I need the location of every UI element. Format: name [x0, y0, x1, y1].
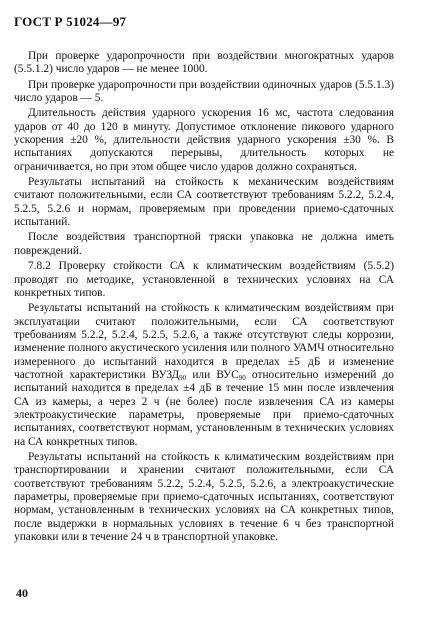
paragraph-transport-shaking: После воздействия транспортной тряски упаковка не должна иметь повреждений.	[14, 231, 394, 257]
paragraph-single-impacts: При проверке ударопрочности при воздействии одиночных ударов (5.5.1.3) число ударов — 5.	[14, 78, 394, 105]
paragraph-climatic-transport-results: Результаты испытаний на стойкость к климатическим воздействиям при транспортировании и хранении считают положительными, если СА соответствуют требованиям 5.2.2, 5.2.4, 5.2.5, 5.2.6, а электроакустические параметры, проверяемые при приемо-сдаточных испытаниях, соответствуют нормам, установленным в технических условиях на СА конкретных типов, после выдержки в нормальных условиях в течение 6 ч без транспортной упаковки или в течение 24 ч в транспортной упаковке.	[14, 450, 394, 544]
vus-subscript: 90	[238, 373, 246, 382]
climatic-text-before: Результаты испытаний на стойкость к климатическим воздействиям при эксплуатации считают положительными, если СА соответствуют требованиям 5.2.2, 5.2.4, 5.2.5, 5.2.6, а также отсутствуют следы коррозии, изменение полного акустического усиления или полного УАМЧ относительно измеренного до испытаний находится в пределах ±5 дБ и изменение частотной характеристики ВУЗД	[14, 302, 394, 381]
standard-header: ГОСТ Р 51024—97	[14, 14, 127, 29]
body-text	[14, 50, 394, 546]
paragraph-mechanical-results: Результаты испытаний на стойкость к механическим воздействиям считают положительными, если СА соответствуют требованиям 5.2.2, 5.2.4, 5.2.5, 5.2.6 и нормам, проверяемым при проведении приемо-сдаточных испытаний.	[14, 176, 394, 229]
climatic-text-between: или ВУС	[186, 368, 239, 381]
vuzd-subscript: 90	[179, 373, 187, 382]
paragraph-climatic-check: 7.8.2 Проверку стойкости СА к климатическим воздействиям (5.5.2) проводят по методике, установленной в технических условиях на СА конкретных типов.	[14, 260, 394, 299]
paragraph-climatic-operation-results	[14, 302, 394, 449]
climatic-text-after: относительно измерений до испытаний находится в пределах ±4 дБ в течение 15 мин после извлечения СА из камеры, а через 2 ч (не более) после извлечения СА из камеры электроакустические параметры, проверяемые при приемо-сдаточных испытаниях, соответствуют нормам, установленным в технических условиях на СА конкретных типов.	[14, 368, 394, 448]
paragraph-multiple-impacts: При проверке ударопрочности при воздействии многократных ударов (5.5.1.2) число ударов — не менее 1000.	[14, 50, 394, 76]
page-number: 40	[16, 586, 28, 600]
paragraph-impact-parameters: Длительность действия ударного ускорения 16 мс, частота следования ударов от 40 до 120 в минуту. Допустимое отклонение пикового ударного ускорения ±20 %, длительности действия ударного ускорения ±30 %. В испытаниях допускаются перерывы, длительность которых не ограничивается, но при этом общее число ударов должно сохраняться.	[14, 107, 394, 173]
